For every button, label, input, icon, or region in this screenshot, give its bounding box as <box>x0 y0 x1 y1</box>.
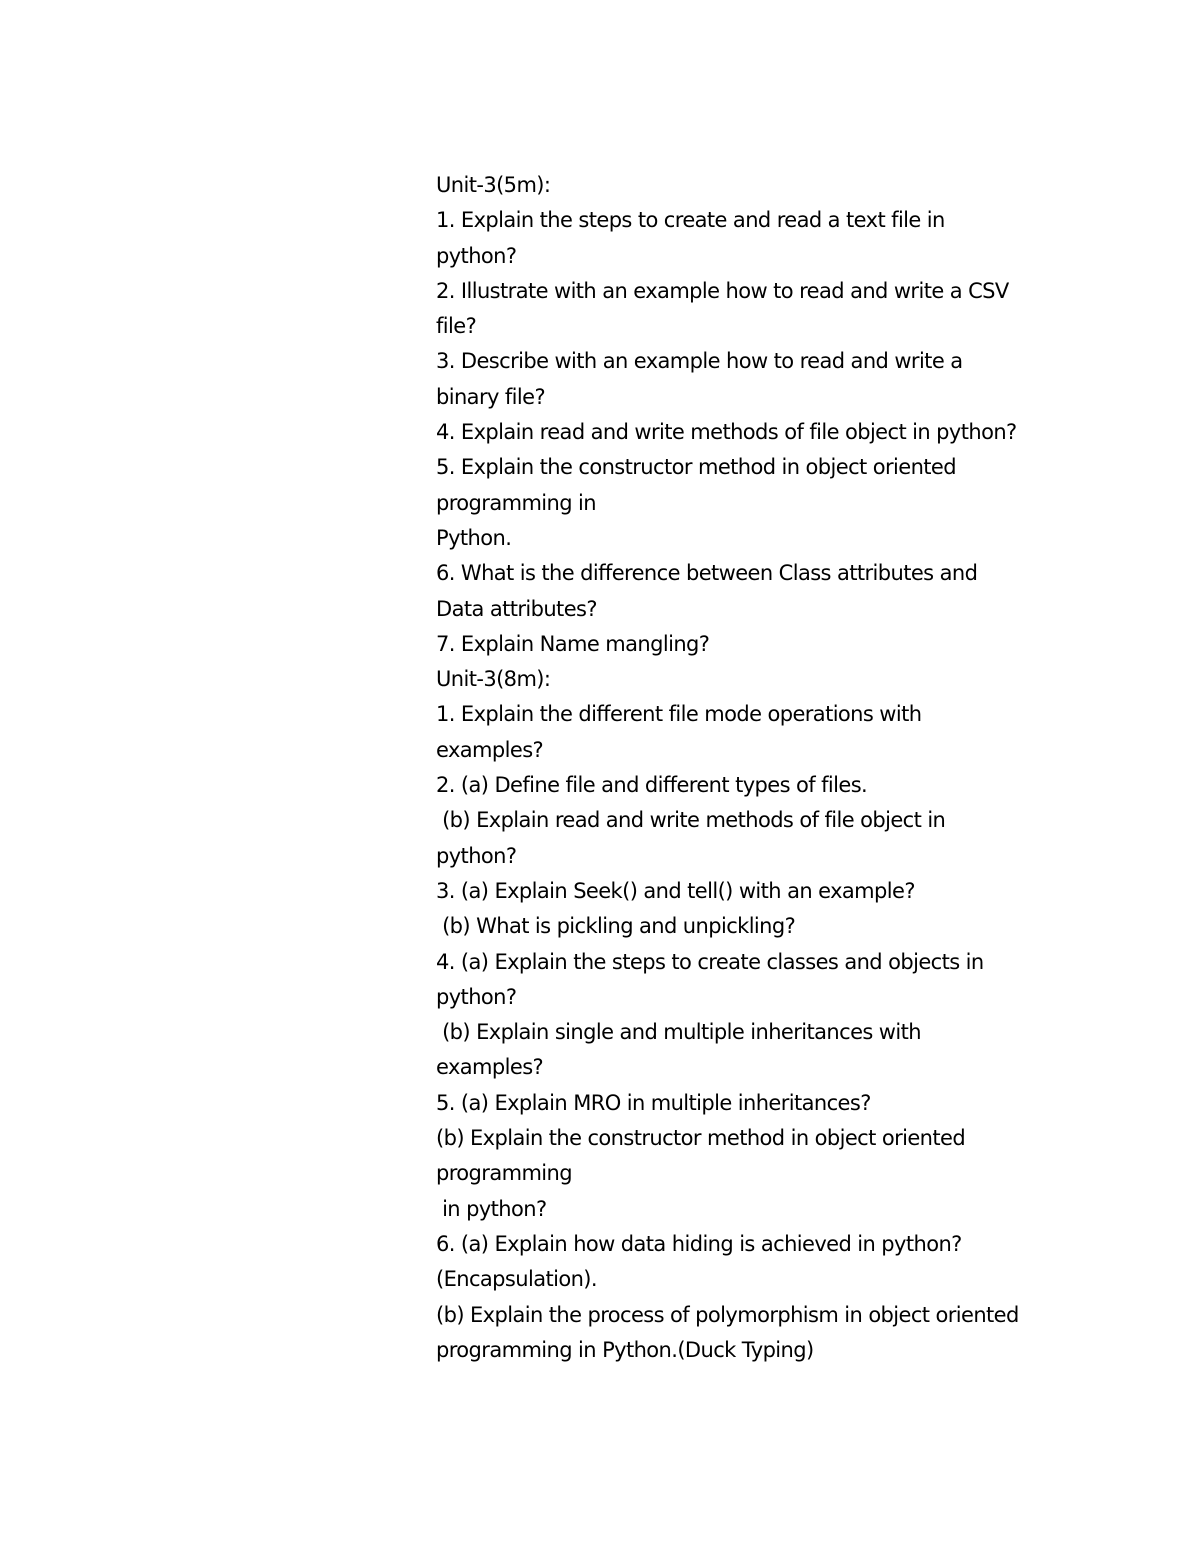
text-line: file? <box>436 314 477 339</box>
text-line: 2. (a) Define file and different types of files. <box>436 773 868 798</box>
text-line: programming <box>436 1161 572 1186</box>
text-line: 4. (a) Explain the steps to create classes and objects in <box>436 949 984 974</box>
text-line: 1. Explain the steps to create and read a text file in <box>436 208 945 233</box>
text-line: 6. (a) Explain how data hiding is achieved in python? <box>436 1231 962 1256</box>
text-line: python? <box>436 243 517 268</box>
text-line: (b) What is pickling and unpickling? <box>436 914 796 939</box>
text-line: (b) Explain the constructor method in object oriented <box>436 1126 966 1151</box>
text-line: Python. <box>436 525 512 550</box>
text-line: 5. (a) Explain MRO in multiple inheritances? <box>436 1090 871 1115</box>
text-line: 4. Explain read and write methods of file object in python? <box>436 420 1017 445</box>
text-line: python? <box>436 843 517 868</box>
text-line: 2. Illustrate with an example how to read and write a CSV <box>436 278 1009 303</box>
text-line: examples? <box>436 1055 544 1080</box>
text-line: 7. Explain Name mangling? <box>436 631 710 656</box>
question-list <box>436 168 1076 1368</box>
text-line: in python? <box>436 1196 547 1221</box>
text-line: 6. What is the difference between Class attributes and <box>436 561 978 586</box>
text-line: 1. Explain the different file mode operations with <box>436 702 922 727</box>
text-line: programming in <box>436 490 596 515</box>
text-line: (b) Explain the process of polymorphism in object oriented <box>436 1302 1019 1327</box>
section-heading-8m: Unit-3(8m): <box>436 667 551 692</box>
text-line: 5. Explain the constructor method in object oriented <box>436 455 956 480</box>
text-line: 3. (a) Explain Seek() and tell() with an example? <box>436 878 915 903</box>
text-line: (b) Explain single and multiple inheritances with <box>436 1020 921 1045</box>
text-line: examples? <box>436 737 544 762</box>
text-line: python? <box>436 984 517 1009</box>
text-line: Data attributes? <box>436 596 597 621</box>
text-line: (Encapsulation). <box>436 1267 597 1292</box>
text-line: binary file? <box>436 384 546 409</box>
text-line: 3. Describe with an example how to read and write a <box>436 349 963 374</box>
text-line: programming in Python.(Duck Typing) <box>436 1337 814 1362</box>
section-heading-5m: Unit-3(5m): <box>436 173 551 197</box>
text-line: (b) Explain read and write methods of file object in <box>436 808 946 833</box>
